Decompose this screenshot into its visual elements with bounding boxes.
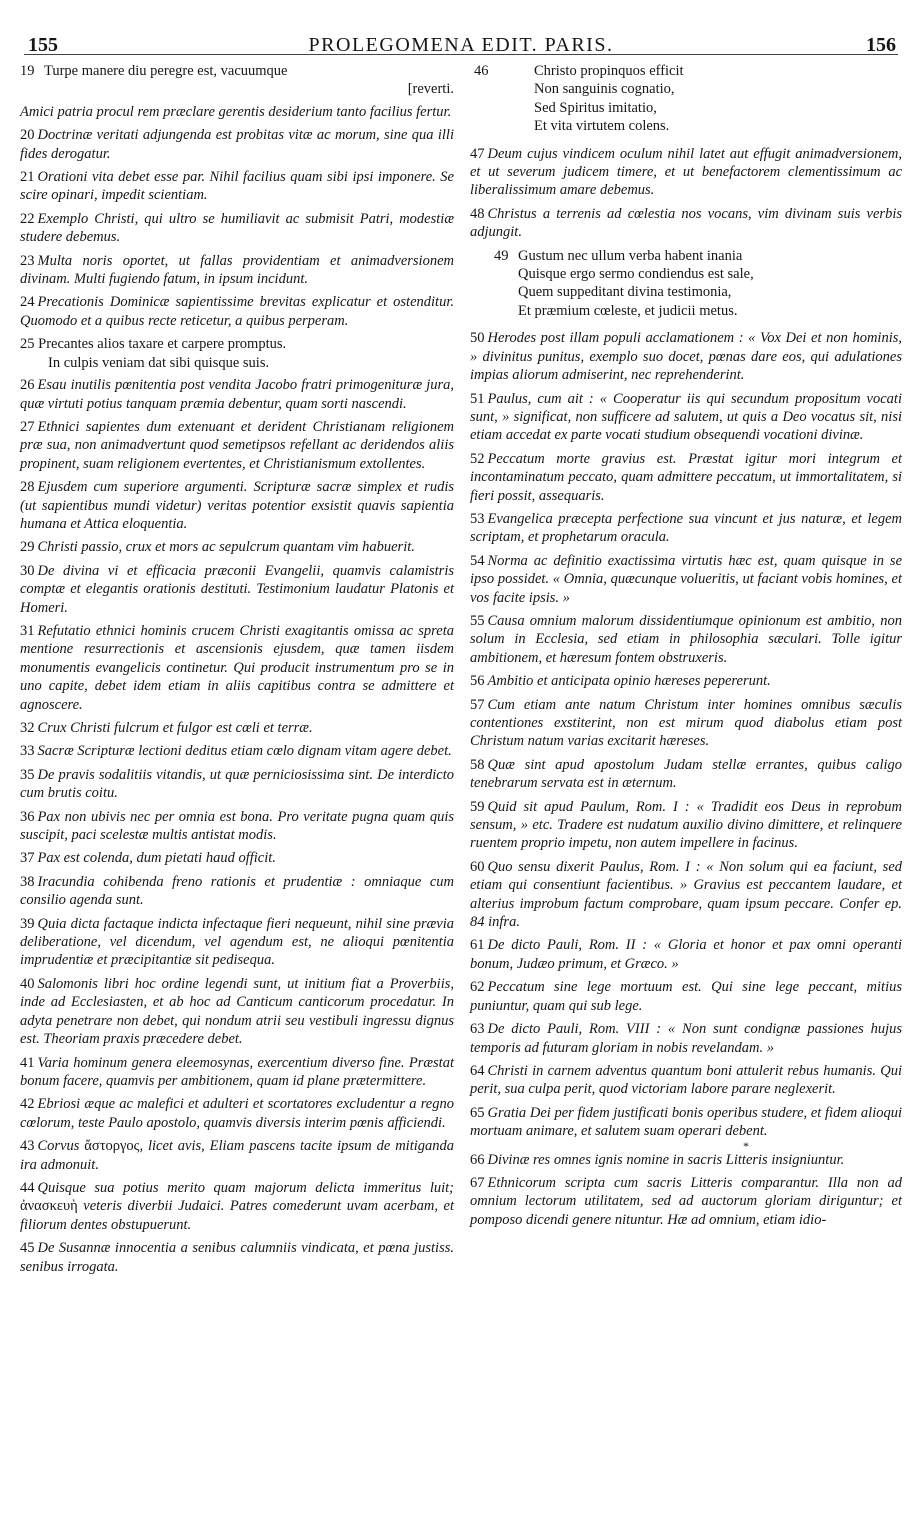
- entry-text: Crux Christi fulcrum et fulgor est cœli et terræ.: [37, 720, 313, 736]
- verse-line: In culpis veniam dat sibi quisque suis.: [48, 354, 270, 371]
- entry-45: [20, 1239, 454, 1276]
- entry-text: Herodes post illam populi acclamationem : « Vox Dei et non hominis, » divinitus punitus, exemplo suo docet, pœnas dare eos, qui adulationes impias aliorum admiserint, nec reprehenderint.: [470, 330, 902, 384]
- entry-number: 48: [470, 205, 485, 222]
- entry-number: 29: [20, 539, 35, 556]
- entry-number: 46: [474, 63, 489, 79]
- entry-43: [20, 1137, 454, 1174]
- entry-text: De pravis sodalitiis vitandis, ut quæ perniciosissima sint. De interdicto cum brutis coitu.: [20, 766, 454, 802]
- entry-number: 38: [20, 873, 35, 890]
- entry-number: 33: [20, 743, 35, 760]
- entry-number: 64: [470, 1062, 485, 1079]
- entry-text: Orationi vita debet esse par. Nihil facilius quam sibi ipsi imponere. Se scire opinari, impedit scientiam.: [20, 169, 454, 204]
- greek-word: ἀνασκευὴ: [20, 1198, 78, 1215]
- entry-text: Divinæ res omnes ignis nomine in sacris Litteris insigniuntur.: [487, 1151, 845, 1168]
- entry-48: [470, 205, 902, 242]
- entry-54: [470, 552, 902, 607]
- entry-text: Varia hominum genera eleemosynas, exercentium diverso fine. Præstat bonum facere, quamvis per ambitionem, quam id plane prætermittere.: [20, 1054, 454, 1089]
- entry-text: De divina vi et efficacia præconii Evangelii, quamvis calamistris comptæ et elegantis orationis destituti. Testimonium laudatur Platonis et Homeri.: [20, 562, 454, 616]
- entry-58: [470, 756, 902, 793]
- entry-44: [20, 1179, 454, 1234]
- entry-46-verse: [470, 62, 902, 136]
- entry-65: [470, 1104, 902, 1141]
- entry-number: 44: [20, 1179, 35, 1196]
- entry-number: 21: [20, 169, 35, 186]
- entry-text: Quia dicta factaque indicta infectaque fieri nequeunt, nihil sine prævia deliberatione, vel dicendum, vel agendum est, ne alioqui pœnitentia imprudentiæ et præcipitantiæ sit pedisequa.: [20, 915, 454, 969]
- entry-38: [20, 873, 454, 910]
- page-number-right: 156: [866, 34, 896, 56]
- printer-ornament: *: [743, 1138, 749, 1153]
- entry-text: Sacræ Scripturæ lectioni deditus etiam cœlo dignam vitam agere debet.: [37, 743, 452, 760]
- verse-line: Sed Spiritus imitatio,: [534, 99, 657, 116]
- verse-line: Quisque ergo sermo condiendus est sale,: [518, 266, 754, 283]
- entry-number: 53: [470, 510, 485, 527]
- entry-number: 62: [470, 979, 485, 996]
- entry-39: [20, 915, 454, 970]
- entry-text: Precationis Dominicæ sapientissime brevitas explicatur et ostenditur. Quomodo et a quibus recte reticetur, a quibus perperam.: [20, 294, 454, 329]
- entry-text: Refutatio ethnici hominis crucem Christi exagitantis omissa ac spreta mentione resurrectionis et ascensionis ejusdem, quæ tamen iisdem monumentis evangelicis continetur. Qui producit instrumentum pro se in uno capite, debet idem etiam in aliis capitibus contra se admittere et agnoscere.: [20, 622, 454, 713]
- entry-25-verse: [20, 335, 454, 372]
- entry-number: 65: [470, 1104, 485, 1121]
- entry-23: [20, 252, 454, 289]
- greek-word: ἄστοργος: [84, 1138, 140, 1155]
- entry-text: De dicto Pauli, Rom. VIII : « Non sunt condignæ passiones hujus temporis ad futuram gloriam in nobis revelandam. »: [470, 1021, 902, 1056]
- entry-33: [20, 742, 454, 760]
- entry-number: 31: [20, 622, 35, 639]
- entry-28: [20, 478, 454, 533]
- entry-number: 63: [470, 1021, 485, 1038]
- entry-text: Peccatum sine lege mortuum est. Qui sine lege peccant, mitius puniuntur, quam qui sub lege.: [470, 979, 902, 1014]
- entry-number: 30: [20, 562, 35, 579]
- entry-number: 19: [20, 63, 35, 79]
- verse-line: Et præmium cœleste, et judicii metus.: [518, 302, 738, 319]
- entry-number: 49: [494, 247, 509, 264]
- entry-text: Esau inutilis pœnitentia post vendita Jacobo fratri primogenituræ jura, quæ virtuti potius tanquam præmia debentur, quam sorti nascendi.: [20, 377, 454, 412]
- entry-19-text: Amici patria procul rem præclare gerentis desiderium tanto facilius fertur.: [20, 103, 452, 120]
- entry-64: [470, 1062, 902, 1099]
- entry-number: 66: [470, 1151, 485, 1168]
- entry-number: 41: [20, 1054, 35, 1071]
- entry-number: 54: [470, 552, 485, 569]
- entry-text: Deum cujus vindicem oculum nihil latet aut effugit animadversionem, et ut severum judicem timere, et ut benefactorem clementissimum ac liberalissimum amare debemus.: [470, 145, 902, 199]
- entry-text: Quisque sua potius merito quam majorum delicta immeritus luit;: [37, 1179, 454, 1196]
- entry-text: Quo sensu dixerit Paulus, Rom. I : « Non solum qui ea faciunt, sed etiam qui consentiunt facientibus. » Gravius est peccantem laudare, et alterius improbum factum comprobare, quam ipsum peccare. Confer ep. 84 infra.: [470, 858, 902, 931]
- entry-text: Christi passio, crux et mors ac sepulcrum quantam vim habuerit.: [37, 539, 415, 556]
- entry-number: 40: [20, 975, 35, 992]
- entry-number: 26: [20, 377, 35, 394]
- entry-text: Evangelica præcepta perfectione sua vincunt et jus naturæ, et legem scriptam, et prophetarum oracula.: [470, 510, 902, 546]
- entry-text: Paulus, cum ait : « Cooperatur iis qui secundum propositum vocati sunt, » significat, non sufficere ad salutem, ut quis a Deo vocatus sit, nisi etiam accedat ex parte vocati studium obsequendi vocationi divinæ.: [470, 390, 902, 444]
- verse-line: Gustum nec ullum verba habent inania: [518, 247, 743, 264]
- entry-text: Norma ac definitio exactissima virtutis hæc est, quam quisque in se ipso possidet. « Omnia, quæcunque volueritis, ut faciant vobis homines, et vos facite ipsis. »: [470, 552, 902, 606]
- entry-number: 37: [20, 850, 35, 867]
- entry-56: [470, 672, 902, 690]
- entry-number: 36: [20, 808, 35, 825]
- entry-22: [20, 210, 454, 247]
- entry-37: [20, 849, 454, 867]
- running-header: [24, 20, 898, 55]
- left-column: [20, 62, 454, 1281]
- entry-57: [470, 696, 902, 751]
- entry-49-verse: [494, 247, 902, 321]
- entry-number: 58: [470, 756, 485, 773]
- entry-20: [20, 126, 454, 163]
- entry-text: De Susannæ innocentia a senibus calumniis vindicata, et pœna justiss. senibus irrogata.: [20, 1240, 454, 1275]
- entry-text: Salomonis libri hoc ordine legendi sunt, ut initium fiat a Proverbiis, inde ad Ecclesiasten, et ab hoc ad Canticum canticorum procedatur. In adyta penetrare non debet, qui nondum atrii seu vestibuli ingressu dignus est. Theoriam praxis præcedere debet.: [20, 975, 454, 1048]
- entry-51: [470, 390, 902, 445]
- entry-number: 61: [470, 937, 485, 954]
- entry-text: Exemplo Christi, qui ultro se humiliavit ac submisit Patri, modestiæ studere debemus.: [20, 210, 454, 246]
- entry-number: 32: [20, 720, 35, 736]
- entry-text: Ejusdem cum superiore argumenti. Scripturæ sacræ simplex et rudis (ut sapientibus mundi videtur) veritas potentior exsistit quavis sapientia humana et Attica eloquentia.: [20, 479, 454, 532]
- entry-52: [470, 450, 902, 505]
- entry-text: Ethnicorum scripta cum sacris Litteris comparantur. Illa non ad omnium lectorum utilitatem, sed ad auctorum gloriam diriguntur; et pomposo dicendi genere nituntur. Hæ ad omnium, etiam idio-: [470, 1174, 902, 1228]
- entry-35: [20, 766, 454, 803]
- entry-55: [470, 612, 902, 667]
- entry-number: 27: [20, 418, 35, 435]
- entry-text: , licet avis, Eliam pascens tacite ipsum de mitiganda ira admonuit.: [20, 1138, 454, 1173]
- entry-text: Gratia Dei per fidem justificati bonis operibus studere, et fidem alioqui mortuam animare, et salutem suam operari debent.: [470, 1104, 902, 1140]
- entry-67: [470, 1174, 902, 1229]
- entry-text: De dicto Pauli, Rom. II : « Gloria et honor et pax omni operanti bonum, Judæo primum, et Græco. »: [470, 937, 902, 972]
- entry-number: 60: [470, 858, 485, 875]
- verse-line: Christo propinquos efficit: [534, 63, 684, 79]
- entry-text: Pax est colenda, dum pietati haud officit.: [37, 850, 276, 867]
- entry-number: 42: [20, 1096, 35, 1113]
- entry-24: [20, 293, 454, 330]
- entry-text: Pax non ubivis nec per omnia est bona. Pro veritate pugna quam quis suscipit, paci scelestæ multis antistat modis.: [20, 808, 454, 844]
- entry-text: Peccatum morte gravius est. Præstat igitur mori integrum et incontaminatum peccato, quam admittere peccatum, ut immortalitatem, si fieri possit, assequaris.: [470, 450, 902, 504]
- entry-number: 35: [20, 766, 35, 783]
- verse-line: Precantes alios taxare et carpere promptus.: [38, 336, 287, 353]
- entry-text: Christus a terrenis ad cœlestia nos vocans, vim divinam suis verbis adjungit.: [470, 205, 902, 241]
- verse-line: Turpe manere diu peregre est, vacuumque: [44, 63, 288, 79]
- entry-40: [20, 975, 454, 1049]
- page-number-left: 155: [28, 34, 58, 56]
- entry-31: [20, 622, 454, 714]
- entry-number: 47: [470, 145, 485, 162]
- entry-number: 28: [20, 479, 35, 496]
- verse-line: [reverti.: [407, 81, 454, 98]
- entry-text: Ebriosi æque ac malefici et adulteri et scortatores excludentur a regno cœlorum, teste Paulo apostolo, quamvis diversis interim pœnis afficiendi.: [20, 1096, 454, 1131]
- entry-53: [470, 510, 902, 547]
- entry-42: [20, 1095, 454, 1132]
- entry-number: 59: [470, 798, 485, 815]
- entry-text: Iracundia cohibenda freno rationis et prudentiæ : omniaque cum consilio agenda sunt.: [20, 873, 454, 909]
- entry-number: 43: [20, 1138, 35, 1155]
- entry-text: Corvus: [37, 1138, 80, 1155]
- entry-number: 67: [470, 1174, 485, 1191]
- entry-number: 57: [470, 696, 485, 713]
- entry-number: 55: [470, 612, 485, 629]
- verse-line: Et vita virtutem colens.: [534, 118, 670, 135]
- entry-36: [20, 808, 454, 845]
- right-column: [470, 62, 902, 1234]
- entry-text: Ambitio et anticipata opinio hæreses pepererunt.: [487, 673, 771, 690]
- entry-30: [20, 562, 454, 617]
- running-title: PROLEGOMENA EDIT. PARIS.: [308, 34, 614, 56]
- entry-number: 20: [20, 127, 35, 144]
- entry-number: 52: [470, 450, 485, 467]
- entry-text: Quæ sint apud apostolum Judam stellæ errantes, quibus caligo tenebrarum servata est in æternum.: [470, 756, 902, 792]
- entry-26: [20, 376, 454, 413]
- entry-59: [470, 798, 902, 853]
- verse-line: Non sanguinis cognatio,: [534, 81, 675, 98]
- entry-number: 56: [470, 673, 485, 690]
- entry-text: Cum etiam ante natum Christum inter homines omnibus sæculis contentiones exstiterint, non est mirum quod diabolus etiam post Christum natum varias excitarit hæreses.: [470, 696, 902, 750]
- entry-41: [20, 1054, 454, 1091]
- entry-text: Ethnici sapientes dum extenuant et derident Christianam religionem præ sua, non animadvertunt quod semetipsos refellant ac deridendos aliis propinent, suam religionem evertentes, et Christianismum extollentes.: [20, 418, 454, 472]
- entry-number: 22: [20, 210, 35, 227]
- entry-47: [470, 145, 902, 200]
- entry-number: 45: [20, 1240, 35, 1257]
- entry-number: 25: [20, 336, 35, 353]
- entry-60: [470, 858, 902, 932]
- entry-text: Quid sit apud Paulum, Rom. I : « Tradidit eos Deus in reprobum sensum, » etc. Tradere est nudatum auxilio divino dimittere, et relinquere ruentem proprio impetu, non autem impellere in facinus.: [470, 798, 902, 852]
- verse-line: Quem suppeditant divina testimonia,: [518, 284, 732, 301]
- entry-27: [20, 418, 454, 473]
- entry-text: veteris diverbii Judaici. Patres comederunt uvam acerbam, et filiorum dentes obstupuerunt.: [20, 1198, 454, 1233]
- entry-text: Causa omnium malorum dissidentiumque opinionum est ambitio, non solum in Ecclesia, sed etiam in philosophia sæculari. Tolle igitur ambitionem, et hæresum fontem obstruxeris.: [470, 612, 902, 666]
- entry-29: [20, 538, 454, 556]
- entry-text: Doctrinæ veritati adjungenda est probitas vitæ ac morum, sine qua illi fides derogatur.: [20, 127, 454, 162]
- entry-number: 39: [20, 915, 35, 932]
- entry-63: [470, 1020, 902, 1057]
- entry-50: [470, 329, 902, 384]
- entry-text: Multa noris oportet, ut fallas providentiam et animadversionem divinam. Multi fugiendo fatum, in ipsum incidunt.: [20, 252, 454, 288]
- entry-number: 24: [20, 294, 35, 311]
- entry-text: Christi in carnem adventus quantum boni attulerit rebus humanis. Qui perit, sua culpa perit, quod victoriam labore parare neglexerit.: [470, 1062, 902, 1098]
- entry-32: [20, 719, 454, 737]
- entry-21: [20, 168, 454, 205]
- entry-number: 50: [470, 330, 485, 347]
- entry-61: [470, 936, 902, 973]
- entry-number: 51: [470, 390, 485, 407]
- entry-19-verse: [20, 62, 454, 99]
- entry-66: [470, 1151, 902, 1169]
- entry-62: [470, 978, 902, 1015]
- entry-number: 23: [20, 252, 35, 269]
